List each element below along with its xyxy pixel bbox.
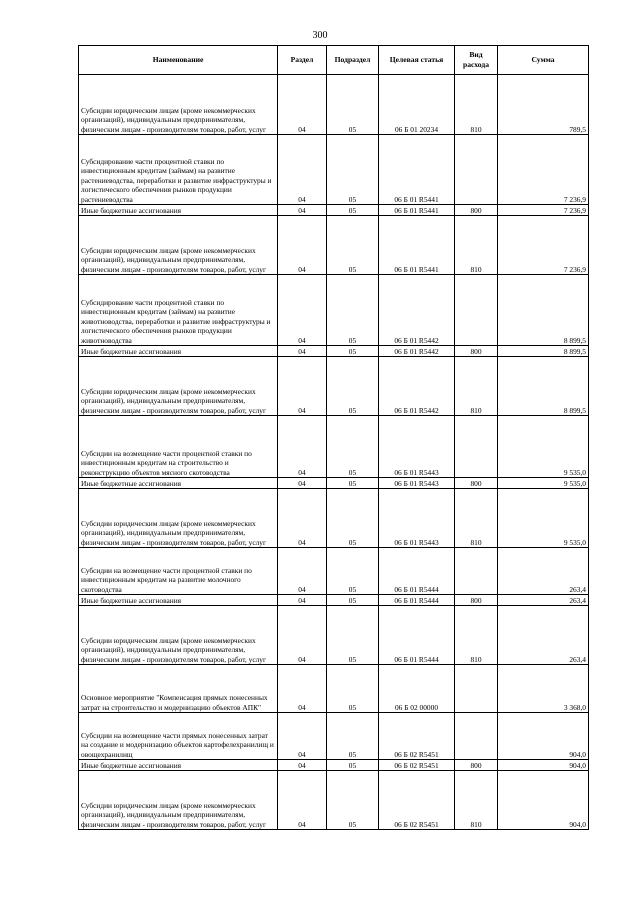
cell-statya: 06 Б 01 R5442 (379, 357, 455, 416)
cell-statya: 06 Б 02 R5451 (379, 760, 455, 771)
table-row (79, 416, 589, 478)
cell-podrazdel: 05 (327, 416, 379, 478)
cell-statya: 06 Б 01 R5443 (379, 416, 455, 478)
cell-statya: 06 Б 01 R5442 (379, 346, 455, 357)
cell-podrazdel: 05 (327, 548, 379, 595)
table-row (79, 548, 589, 595)
cell-vid: 810 (455, 75, 498, 135)
table-row (79, 478, 589, 489)
cell-vid: 810 (455, 216, 498, 275)
cell-statya: 06 Б 01 R5444 (379, 548, 455, 595)
cell-podrazdel: 05 (327, 760, 379, 771)
cell-vid: 810 (455, 606, 498, 665)
table-row (79, 489, 589, 548)
cell-statya: 06 Б 01 R5444 (379, 606, 455, 665)
cell-name: Иные бюджетные ассигнования (79, 760, 278, 771)
cell-podrazdel: 05 (327, 489, 379, 548)
cell-razdel: 04 (278, 357, 327, 416)
cell-name: Субсидии на возмещение части прямых понесенных затрат на создание и модернизацию объектов картофелехранилищ и овощехранилищ (79, 713, 278, 760)
cell-razdel: 04 (278, 771, 327, 830)
cell-razdel: 04 (278, 595, 327, 606)
cell-vid: 810 (455, 357, 498, 416)
cell-summa: 9 535,0 (498, 416, 589, 478)
cell-vid: 810 (455, 771, 498, 830)
table-row (79, 205, 589, 216)
header-name: Наименование (79, 46, 278, 75)
cell-summa: 9 535,0 (498, 489, 589, 548)
cell-statya: 06 Б 01 R5444 (379, 595, 455, 606)
cell-razdel: 04 (278, 478, 327, 489)
cell-name: Иные бюджетные ассигнования (79, 595, 278, 606)
cell-summa: 8 899,5 (498, 357, 589, 416)
cell-name: Субсидии юридическим лицам (кроме некоммерческих организаций), индивидуальным предпринимателям, физическим лицам - производителям товаров, работ, услуг (79, 606, 278, 665)
table-row (79, 346, 589, 357)
cell-vid (455, 135, 498, 205)
cell-podrazdel: 05 (327, 275, 379, 346)
cell-podrazdel: 05 (327, 606, 379, 665)
cell-name: Субсидии на возмещение части процентной ставки по инвестиционным кредитам на развитие молочного скотоводства (79, 548, 278, 595)
cell-podrazdel: 05 (327, 357, 379, 416)
cell-vid (455, 275, 498, 346)
cell-vid: 800 (455, 346, 498, 357)
cell-summa: 8 899,5 (498, 275, 589, 346)
cell-razdel: 04 (278, 606, 327, 665)
cell-vid (455, 548, 498, 595)
header-summa: Сумма (498, 46, 589, 75)
cell-summa: 7 236,9 (498, 135, 589, 205)
cell-razdel: 04 (278, 216, 327, 275)
cell-statya: 06 Б 01 R5443 (379, 478, 455, 489)
cell-statya: 06 Б 02 00000 (379, 665, 455, 713)
cell-podrazdel: 05 (327, 713, 379, 760)
cell-summa: 8 899,5 (498, 346, 589, 357)
cell-name: Субсидии юридическим лицам (кроме некоммерческих организаций), индивидуальным предпринимателям, физическим лицам - производителям товаров, работ, услуг (79, 216, 278, 275)
cell-name: Субсидии юридическим лицам (кроме некоммерческих организаций), индивидуальным предпринимателям, физическим лицам - производителям товаров, работ, услуг (79, 489, 278, 548)
budget-table (78, 45, 589, 830)
cell-summa: 789,5 (498, 75, 589, 135)
cell-name: Иные бюджетные ассигнования (79, 346, 278, 357)
cell-podrazdel: 05 (327, 478, 379, 489)
cell-name: Субсидии юридическим лицам (кроме некоммерческих организаций), индивидуальным предпринимателям, физическим лицам - производителям товаров, работ, услуг (79, 75, 278, 135)
cell-vid: 800 (455, 478, 498, 489)
cell-summa: 263,4 (498, 606, 589, 665)
page-number: 300 (312, 30, 328, 41)
cell-vid (455, 713, 498, 760)
cell-summa: 904,0 (498, 771, 589, 830)
cell-name: Иные бюджетные ассигнования (79, 205, 278, 216)
cell-summa: 904,0 (498, 713, 589, 760)
cell-podrazdel: 05 (327, 75, 379, 135)
cell-razdel: 04 (278, 713, 327, 760)
header-podrazdel: Подраздел (327, 46, 379, 75)
cell-summa: 9 535,0 (498, 478, 589, 489)
cell-razdel: 04 (278, 548, 327, 595)
cell-summa: 7 236,9 (498, 216, 589, 275)
cell-razdel: 04 (278, 760, 327, 771)
table-row (79, 357, 589, 416)
cell-podrazdel: 05 (327, 205, 379, 216)
table-row (79, 275, 589, 346)
header-statya: Целевая статья (379, 46, 455, 75)
cell-summa: 3 368,0 (498, 665, 589, 713)
cell-summa: 904,0 (498, 760, 589, 771)
header-vid: Вид расхода (455, 46, 498, 75)
cell-name: Субсидии юридическим лицам (кроме некоммерческих организаций), индивидуальным предпринимателям, физическим лицам - производителям товаров, работ, услуг (79, 771, 278, 830)
cell-razdel: 04 (278, 205, 327, 216)
table-row (79, 665, 589, 713)
cell-vid (455, 416, 498, 478)
cell-statya: 06 Б 02 R5451 (379, 713, 455, 760)
cell-statya: 06 Б 01 R5441 (379, 216, 455, 275)
cell-vid: 800 (455, 595, 498, 606)
cell-summa: 263,4 (498, 595, 589, 606)
cell-podrazdel: 05 (327, 771, 379, 830)
cell-podrazdel: 05 (327, 346, 379, 357)
table-header-row (79, 46, 589, 75)
cell-razdel: 04 (278, 135, 327, 205)
cell-razdel: 04 (278, 665, 327, 713)
cell-vid (455, 665, 498, 713)
cell-statya: 06 Б 01 R5441 (379, 205, 455, 216)
cell-statya: 06 Б 01 R5441 (379, 135, 455, 205)
cell-statya: 06 Б 01 20234 (379, 75, 455, 135)
table-row (79, 216, 589, 275)
cell-name: Субсидирование части процентной ставки по инвестиционным кредитам (займам) на развитие растениеводства, переработки и развитие инфраструктуры и логистического обеспечения рынков продукции растениеводства (79, 135, 278, 205)
table-row (79, 760, 589, 771)
cell-name: Основное мероприятие "Компенсация прямых понесенных затрат на строительство и модернизацию объектов АПК" (79, 665, 278, 713)
cell-razdel: 04 (278, 489, 327, 548)
table-row (79, 606, 589, 665)
cell-statya: 06 Б 02 R5451 (379, 771, 455, 830)
cell-name: Субсидии на возмещение части процентной ставки по инвестиционным кредитам на строительство и реконструкцию объектов мясного скотоводства (79, 416, 278, 478)
table-row (79, 135, 589, 205)
cell-podrazdel: 05 (327, 135, 379, 205)
cell-summa: 263,4 (498, 548, 589, 595)
cell-statya: 06 Б 01 R5443 (379, 489, 455, 548)
cell-podrazdel: 05 (327, 595, 379, 606)
cell-name: Субсидирование части процентной ставки по инвестиционным кредитам (займам) на развитие животноводства, переработки и развитие инфраструктуры и логистического обеспечения рынков продукции животноводства (79, 275, 278, 346)
table-row (79, 713, 589, 760)
cell-summa: 7 236,9 (498, 205, 589, 216)
table-row (79, 771, 589, 830)
cell-razdel: 04 (278, 346, 327, 357)
cell-vid: 810 (455, 489, 498, 548)
table-row (79, 75, 589, 135)
cell-razdel: 04 (278, 75, 327, 135)
cell-vid: 800 (455, 760, 498, 771)
cell-podrazdel: 05 (327, 216, 379, 275)
cell-statya: 06 Б 01 R5442 (379, 275, 455, 346)
table-row (79, 595, 589, 606)
cell-razdel: 04 (278, 416, 327, 478)
cell-name: Иные бюджетные ассигнования (79, 478, 278, 489)
header-razdel: Раздел (278, 46, 327, 75)
cell-podrazdel: 05 (327, 665, 379, 713)
cell-name: Субсидии юридическим лицам (кроме некоммерческих организаций), индивидуальным предпринимателям, физическим лицам - производителям товаров, работ, услуг (79, 357, 278, 416)
cell-razdel: 04 (278, 275, 327, 346)
cell-vid: 800 (455, 205, 498, 216)
